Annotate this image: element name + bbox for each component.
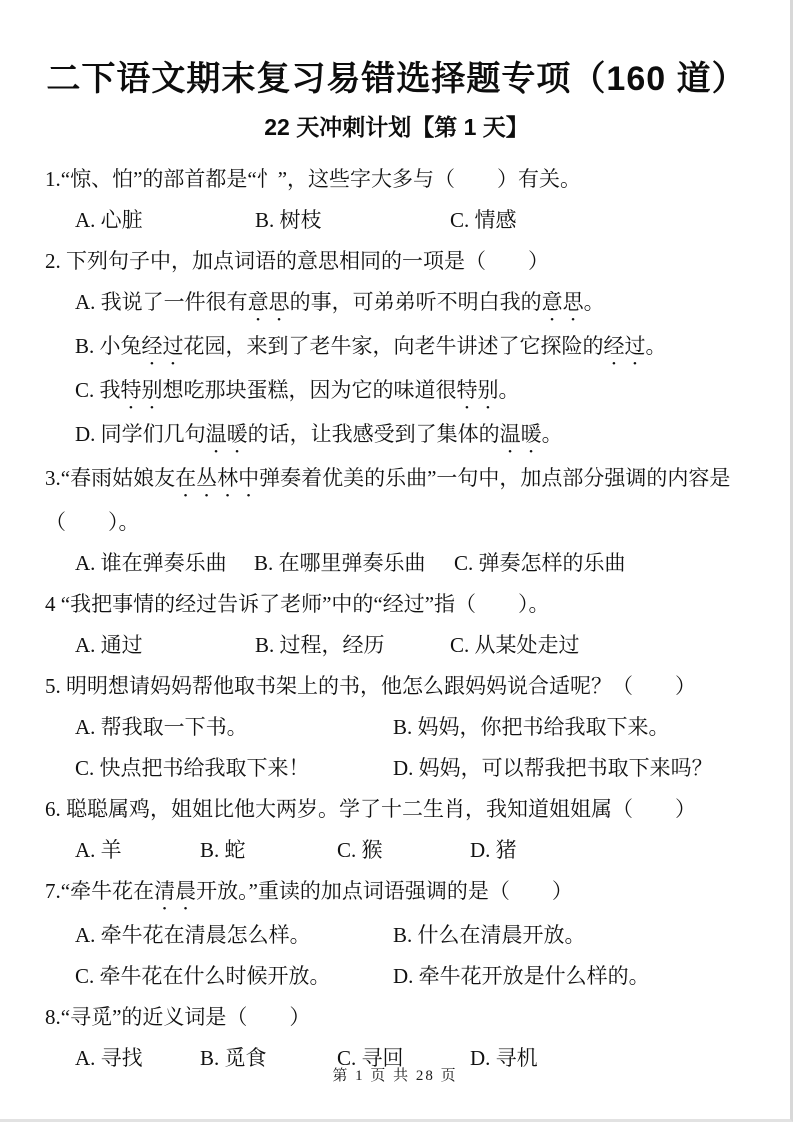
option-text — [75, 370, 520, 414]
question-8-stem-text: 8.“寻觅”的近义词是（ ） — [45, 1005, 311, 1029]
q2-c-text-2: 想吃那块蛋糕，因为它的味道很 — [162, 378, 457, 402]
question-5-option-c: C. 快点把书给我取下来！ — [75, 756, 310, 780]
q3-stem-emphasis: 在丛林中 — [175, 466, 260, 490]
q7-stem-text-2: 开放。”重读的加点词语强调的是（ ） — [196, 879, 573, 903]
question-6-option-c: C. 猴 — [337, 838, 383, 862]
q2-a-text-2: 的事，可弟弟听不明白我的 — [289, 290, 542, 314]
q2-d-emphasis-1: 温暖 — [205, 422, 248, 446]
q2-d-text-1: D. 同学们几句 — [75, 422, 206, 446]
question-7-option-c: C. 牵牛花在什么时候开放。 — [75, 964, 331, 988]
question-7-options-row-1 — [45, 915, 748, 956]
question-3-stem — [45, 458, 748, 543]
question-7-stem — [45, 871, 748, 915]
question-5-stem-text: 5. 明明想请妈妈帮他取书架上的书，他怎么跟妈妈说合适呢？（ ） — [45, 674, 696, 698]
page-footer: 第 1 页 共 28 页 — [332, 1068, 458, 1084]
q2-a-emphasis-1: 意思 — [247, 290, 290, 314]
question-2-stem — [45, 241, 748, 282]
q2-d-text-3: 。 — [541, 422, 563, 446]
question-2-stem-text: 2. 下列句子中，加点词语的意思相同的一项是（ ） — [45, 249, 549, 273]
question-4-stem — [45, 584, 748, 625]
question-6-options — [45, 830, 748, 871]
question-3-option-a: A. 谁在弹奏乐曲 — [75, 551, 227, 575]
question-5-stem — [45, 666, 748, 707]
question-3-option-b: B. 在哪里弹奏乐曲 — [254, 551, 426, 575]
option-text — [75, 282, 605, 326]
question-1-option-a: A. 心脏 — [75, 208, 143, 232]
question-2-option-d — [45, 414, 748, 458]
page-title: 二下语文期末复习易错选择题专项（160 道） — [46, 60, 747, 98]
question-6-option-b: B. 蛇 — [200, 838, 246, 862]
q2-a-emphasis-2: 意思 — [541, 290, 584, 314]
q7-stem-text-1: 7.“牵牛花在 — [45, 879, 155, 903]
q2-c-text-3: 。 — [498, 378, 520, 402]
question-8-option-d: D. 寻机 — [470, 1046, 538, 1070]
question-3-option-c: C. 弹奏怎样的乐曲 — [454, 551, 626, 575]
q2-b-emphasis-1: 经过 — [141, 334, 184, 358]
question-2-option-b — [45, 326, 748, 370]
question-5-option-b: B. 妈妈，你把书给我取下来。 — [393, 715, 670, 739]
question-6-stem — [45, 789, 748, 830]
question-2-option-a — [45, 282, 748, 326]
question-1-options — [45, 200, 748, 241]
question-5-options-row-2 — [45, 748, 748, 789]
question-8-option-c: C. 寻回 — [337, 1046, 404, 1070]
question-list — [45, 159, 748, 1079]
question-5-option-d: D. 妈妈，可以帮我把书取下来吗？ — [393, 756, 713, 780]
option-text — [75, 414, 563, 458]
q3-stem-text-2: 弹奏着优美的乐曲”一句中，加点部分强调的内容是（ ）。 — [45, 466, 731, 534]
q2-b-text-1: B. 小兔 — [75, 334, 142, 358]
question-5-options-row-1 — [45, 707, 748, 748]
q2-c-text-1: C. 我 — [75, 378, 121, 402]
question-8-stem — [45, 997, 748, 1038]
question-4-option-a: A. 通过 — [75, 633, 143, 657]
question-5-option-a: A. 帮我取一下书。 — [75, 715, 248, 739]
q2-b-emphasis-2: 经过 — [603, 334, 646, 358]
question-6-option-a: A. 羊 — [75, 838, 122, 862]
q2-d-emphasis-2: 温暖 — [499, 422, 542, 446]
option-text — [75, 326, 667, 370]
question-6-stem-text: 6. 聪聪属鸡，姐姐比他大两岁。学了十二生肖，我知道姐姐属（ ） — [45, 797, 696, 821]
q2-c-emphasis-2: 特别 — [456, 378, 499, 402]
question-7-option-a: A. 牵牛花在清晨怎么样。 — [75, 923, 311, 947]
question-2-option-c — [45, 370, 748, 414]
question-3-options — [45, 543, 748, 584]
question-4-stem-text: 4 “我把事情的经过告诉了老师”中的“经过”指（ ）。 — [45, 592, 550, 616]
question-7-option-b: B. 什么在清晨开放。 — [393, 923, 586, 947]
question-1-stem — [45, 159, 748, 200]
q7-stem-emphasis: 清晨 — [154, 879, 197, 903]
question-4-option-c: C. 从某处走过 — [450, 633, 580, 657]
q3-stem-text-1: 3.“春雨姑娘友 — [45, 466, 176, 490]
q2-d-text-2: 的话，让我感受到了集体的 — [247, 422, 500, 446]
question-1-option-c: C. 情感 — [450, 208, 517, 232]
question-7-options-row-2 — [45, 956, 748, 997]
q2-b-text-2: 花园，来到了老牛家，向老牛讲述了它探险的 — [183, 334, 604, 358]
question-4-options — [45, 625, 748, 666]
q2-a-text-1: A. 我说了一件很有 — [75, 290, 248, 314]
question-1-stem-text: 1.“惊、怕”的部首都是“忄”，这些字大多与（ ）有关。 — [45, 167, 582, 191]
question-8-option-a: A. 寻找 — [75, 1046, 143, 1070]
q2-a-text-3: 。 — [583, 290, 605, 314]
question-6-option-d: D. 猪 — [470, 838, 517, 862]
question-8-option-b: B. 觅食 — [200, 1046, 267, 1070]
q2-c-emphasis-1: 特别 — [120, 378, 163, 402]
page-subtitle: 22 天冲刺计划【第 1 天】 — [264, 114, 529, 140]
q2-b-text-3: 。 — [645, 334, 667, 358]
question-4-option-b: B. 过程，经历 — [255, 633, 385, 657]
question-1-option-b: B. 树枝 — [255, 208, 322, 232]
question-7-option-d: D. 牵牛花开放是什么样的。 — [393, 964, 650, 988]
